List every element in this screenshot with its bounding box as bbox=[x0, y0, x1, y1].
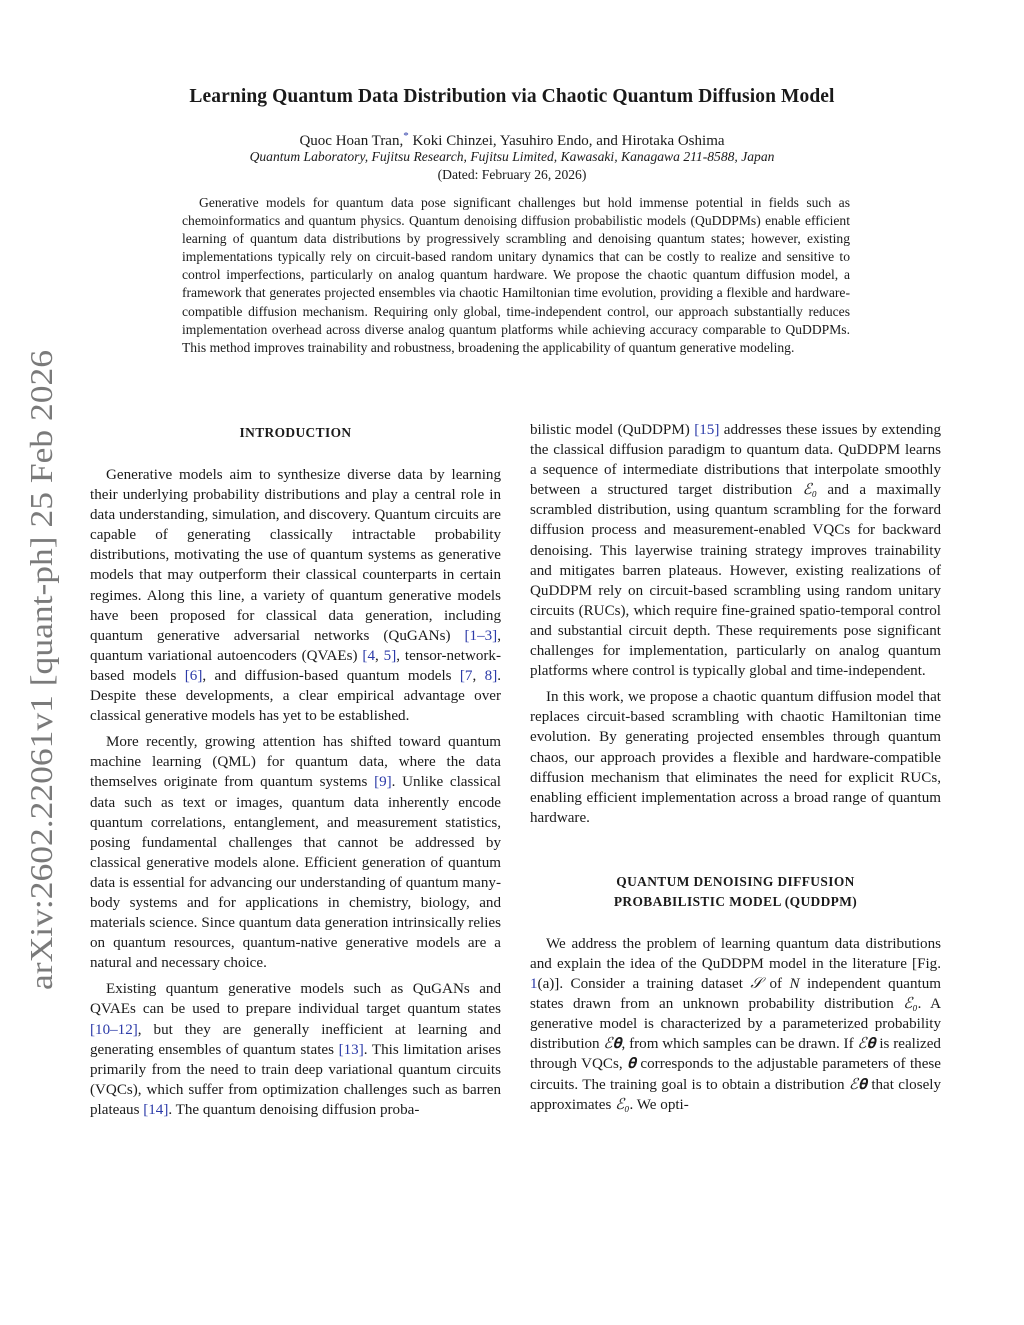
math-symbol: ℰ𝛉 bbox=[857, 1036, 876, 1053]
math-symbol: ℰ₀ bbox=[802, 482, 817, 499]
right-column bbox=[530, 420, 941, 1115]
math-symbol: ℰ𝛉 bbox=[848, 1076, 868, 1093]
section-heading-quddpm: QUANTUM DENOISING DIFFUSION PROBABILISTIC MODEL (QUDDPM) bbox=[613, 873, 858, 909]
date-line: (Dated: February 26, 2026) bbox=[437, 167, 587, 182]
math-symbol: ℰ₀ bbox=[903, 996, 918, 1013]
paragraph-quddpm-1: We address the problem of learning quantum data distributions and explain the idea of the QuDDPM model in the literature [Fig. 1(a)]. Consider a training dataset 𝒮 of N independent quantum states drawn from an unknown probability distribution ℰ₀. A generative model is characterized by a parameterized probability distribution ℰ𝛉, from which samples can be drawn. If ℰ𝛉 is realized through VQCs, 𝛉 corresponds to the adjustable parameters of these circuits. The training goal is to obtain a distribution ℰ𝛉 that closely approximates ℰ₀. We opti- bbox=[530, 935, 942, 1113]
math-symbol: ℰ𝛉 bbox=[603, 1036, 622, 1053]
arxiv-identifier-text: arXiv:2602.22061v1 [quant-ph] 25 Feb 2026 bbox=[23, 413, 59, 990]
first-author: Quoc Hoan Tran, bbox=[299, 133, 404, 149]
citation-link[interactable]: [6] bbox=[184, 667, 203, 684]
math-symbol: ℰ₀ bbox=[615, 1096, 630, 1113]
citation-link[interactable]: [7 bbox=[459, 667, 473, 684]
citation-link[interactable]: [15] bbox=[694, 422, 720, 438]
paragraph-intro-5: In this work, we propose a chaotic quantum diffusion model that replaces circuit-based scrambling with chaotic Hamiltonian time evolution. By generating projected ensembles through quantum chaos, our approach provides a flexible and hardware-compatible diffusion mechanism that eliminates the need for explicit RUCs, enabling efficient implementation across a broad range of quantum hardware. bbox=[530, 689, 941, 826]
other-authors: Koki Chinzei, Yasuhiro Endo, and Hirotaka Oshima bbox=[408, 133, 725, 149]
math-symbol: 𝛉 bbox=[627, 1056, 637, 1073]
paragraph-intro-2: More recently, growing attention has shifted toward quantum machine learning (QML) for quantum data, where the data themselves originate from quantum systems [9]. Unlike classical data such as text or images, quantum data inherently encode quantum correlations, entanglement, and measurement statistics, posing fundamental challenges that cannot be addressed by classical generative models alone. Efficient generation of quantum data is essential for advancing our understanding of quantum many-body systems and for applications in chemistry, biology, and materials science. Since quantum data generation intrinsically relies on quantum resources, quantum-native generative models are a natural and necessary choice. bbox=[90, 734, 502, 972]
citation-link[interactable]: 5] bbox=[383, 647, 397, 664]
paragraph-intro-4: bilistic model (QuDDPM) [15] addresses these issues by extending the classical diffusion paradigm to quantum data. QuDDPM learns a sequence of intermediate distributions that interpolate smoothly between a structured target distribution ℰ₀ and a maximally scrambled distribution, using quantum scrambling for the forward diffusion process and measurement-enabled VQCs for backward denoising. This layerwise training strategy improves trainability and mitigates barren plateaus. However, existing realizations of QuDDPM rely on circuit-based scrambling using random unitary circuits (RUCs), which require fine-grained spatio-temporal control and substantial circuit depth. These requirements pose significant challenges for implementation, particularly on analog quantum platforms where control is typically global and time-independent. bbox=[530, 422, 941, 680]
citation-link[interactable]: [14] bbox=[143, 1101, 169, 1118]
corresponding-author-mark[interactable]: * bbox=[403, 130, 409, 142]
math-symbol: 𝒮 bbox=[750, 976, 763, 993]
citation-link[interactable]: [9] bbox=[374, 774, 392, 791]
left-column bbox=[90, 420, 501, 1120]
citation-link[interactable]: 8] bbox=[484, 667, 498, 684]
abstract: Generative models for quantum data pose significant challenges but hold immense potential in fields such as chemoinformatics and quantum physics. Quantum denoising diffusion probabilistic models (QuDDPMs) enable efficient learning of quantum data distributions by progressively scrambling and denoising quantum states; however, existing implementations typically rely on circuit-based random unitary dynamics that can be costly to realize and sensitive to control imperfections, particularly on analog quantum hardware. We propose the chaotic quantum diffusion model, a framework that generates projected ensembles via chaotic Hamiltonian time evolution, providing a flexible and hardware-compatible diffusion mechanism. Requiring only global, time-independent control, our approach substantially reduces implementation overhead across diverse analog quantum platforms while achieving accuracy comparable to QuDDPMs. This method improves trainability and robustness, broadening the applicability of quantum generative modeling. bbox=[182, 195, 850, 355]
figure-link[interactable]: 1 bbox=[530, 976, 538, 993]
paragraph-intro-1: Generative models aim to synthesize diverse data by learning their underlying probability distributions and play a central role in data understanding, simulation, and discovery. Quantum circuits are capable of generating classically intractable probability distributions, motivating the use of quantum systems as generative models that may outperform their classical counterparts in certain regimes. Along this line, a variety of quantum generative models have been proposed for classical data generation, including quantum generative adversarial networks (QuGANs) [1–3], quantum variational autoencoders (QVAEs) [4, 5], tensor-network-based models [6], and diffusion-based quantum models [7, 8]. Despite these developments, a clear empirical advantage over classical generative models has yet to be established. bbox=[90, 467, 502, 725]
math-symbol: N bbox=[789, 976, 800, 993]
affiliation: Quantum Laboratory, Fujitsu Research, Fujitsu Limited, Kawasaki, Kanagawa 211-8588, Japan bbox=[249, 149, 775, 164]
paragraph-intro-3: Existing quantum generative models such as QuGANs and QVAEs can be used to prepare individual target quantum states [10–12], but they are generally inefficient at learning and generating ensembles of quantum states [13]. This limitation arises primarily from the need to train deep variational quantum circuits (VQCs), which suffer from optimization challenges such as barren plateaus [14]. The quantum denoising diffusion proba- bbox=[90, 981, 501, 1118]
paper-title: Learning Quantum Data Distribution via Chaotic Quantum Diffusion Model bbox=[189, 86, 835, 107]
citation-link[interactable]: [4 bbox=[362, 647, 375, 664]
citation-link[interactable]: [10–12] bbox=[90, 1021, 138, 1038]
citation-link[interactable]: [13] bbox=[338, 1041, 364, 1058]
author-list bbox=[0, 130, 1024, 150]
citation-link[interactable]: [1–3] bbox=[464, 627, 498, 644]
arxiv-identifier-stamp bbox=[12, 350, 64, 990]
section-heading-introduction: INTRODUCTION bbox=[239, 425, 352, 440]
